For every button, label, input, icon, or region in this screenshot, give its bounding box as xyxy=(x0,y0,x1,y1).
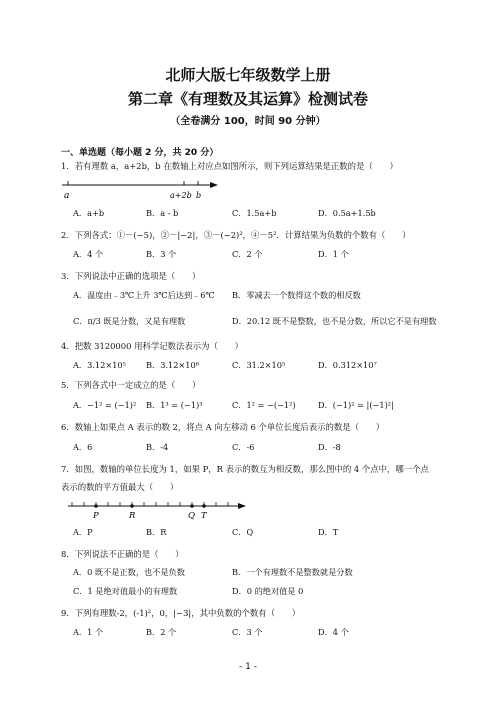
q2-stem: 2．下列各式：①－(−5)，②－|−2|，③－(−2)²，④－5²．计算结果为负数的个数有（ ） xyxy=(61,230,411,240)
page-number: - 1 - xyxy=(239,662,257,672)
q3-stem: 3．下列说法中正确的选项是（ ） xyxy=(61,271,201,281)
q2-option-b[interactable]: B．3 个 xyxy=(146,249,177,259)
q5-option-b[interactable]: B．1³ = (−1)³ xyxy=(146,400,203,410)
q7-stem-line1: 7．如图，数轴的单位长度为 1，如果 P，R 表示的数互为相反数，那么图中的 4 个点中，哪一个点 xyxy=(61,464,429,474)
doc-note: （全卷满分 100，时间 90 分钟） xyxy=(170,116,326,127)
q7-option-a[interactable]: A．P xyxy=(73,527,93,537)
q2-option-d[interactable]: D．1 个 xyxy=(318,249,349,259)
q3-option-a[interactable]: A．温度由﹣3℃上升 3℃后达到﹣6℃ xyxy=(73,290,215,300)
q6-option-a[interactable]: A．6 xyxy=(73,442,93,452)
section-title: 一、单选题（每小题 2 分，共 20 分） xyxy=(61,148,219,158)
q7-stem-line2: 表示的数的平方值最大（ ） xyxy=(61,482,179,492)
q9-option-d[interactable]: D．4 个 xyxy=(318,627,349,637)
q1-stem: 1．若有理数 a，a+2b，b 在数轴上对应点如图所示，则下列运算结果是正数的是（ ） xyxy=(61,161,398,171)
q7-axis-label-t: T xyxy=(201,511,207,521)
q5-option-c[interactable]: C．1² = −(−1²) xyxy=(232,400,296,410)
q9-option-a[interactable]: A．1 个 xyxy=(73,627,104,637)
doc-title: 北师大版七年级数学上册 xyxy=(165,66,331,84)
doc-subtitle: 第二章《有理数及其运算》检测试卷 xyxy=(127,90,368,108)
q1-option-d[interactable]: D．0.5a+1.5b xyxy=(318,208,376,218)
q6-stem: 6．数轴上如果点 A 表示的数 2，将点 A 向左移动 6 个单位长度后表示的数是（ ） xyxy=(61,422,385,432)
q7-axis-label-p: P xyxy=(93,511,99,521)
q5-option-a[interactable]: A．−1² = (−1)² xyxy=(73,400,137,410)
q4-option-d[interactable]: D．0.312×10⁷ xyxy=(318,360,377,370)
q9-stem: 9．下列有理数-2，(-1)²，0，|−3|，其中负数的个数有（ ） xyxy=(61,608,301,618)
q1-option-b[interactable]: B．a - b xyxy=(146,208,179,218)
q4-stem: 4．把数 3120000 用科学记数法表示为（ ） xyxy=(61,341,243,351)
q1-axis-label-a: a xyxy=(64,191,70,201)
q4-option-b[interactable]: B．3.12×10⁶ xyxy=(146,360,199,370)
q2-option-c[interactable]: C．2 个 xyxy=(232,249,263,259)
q6-option-d[interactable]: D．-8 xyxy=(318,442,341,452)
q3-option-d[interactable]: D．20.12 既不是整数，也不是分数，所以它不是有理数 xyxy=(232,316,437,326)
q2-option-a[interactable]: A．4 个 xyxy=(73,249,104,259)
q8-stem: 8．下列说法不正确的是（ ） xyxy=(61,549,184,559)
q3-option-c[interactable]: C．π/3 既是分数，又是有理数 xyxy=(73,316,186,326)
q8-option-b[interactable]: B．一个有理数不是整数就是分数 xyxy=(232,567,353,577)
q4-option-c[interactable]: C．31.2×10⁵ xyxy=(232,360,286,370)
q6-option-c[interactable]: C．-6 xyxy=(232,442,255,452)
q1-number-line xyxy=(60,178,220,204)
q7-option-d[interactable]: D．T xyxy=(318,527,339,537)
q8-option-c[interactable]: C．1 是绝对值最小的有理数 xyxy=(73,586,178,596)
q7-number-line xyxy=(68,500,248,524)
q1-axis-label-a2b: a+2b xyxy=(170,191,192,200)
q4-option-a[interactable]: A．3.12×10⁵ xyxy=(73,360,126,370)
q8-option-d[interactable]: D．0 的绝对值是 0 xyxy=(232,586,304,596)
q5-option-d[interactable]: D．(−1)² = |(−1)²| xyxy=(318,400,394,410)
q3-option-b[interactable]: B．零减去一个数得这个数的相反数 xyxy=(232,290,361,300)
q8-option-a[interactable]: A．0 既不是正数，也不是负数 xyxy=(73,567,185,577)
q7-axis-label-r: R xyxy=(129,511,136,521)
q5-stem: 5．下列各式中一定成立的是（ ） xyxy=(61,380,201,390)
q1-axis-label-b: b xyxy=(196,191,202,200)
q7-option-b[interactable]: B．R xyxy=(146,527,167,537)
q1-option-c[interactable]: C．1.5a+b xyxy=(232,208,277,218)
q9-option-b[interactable]: B．2 个 xyxy=(146,627,177,637)
q6-option-b[interactable]: B．-4 xyxy=(146,442,169,452)
q7-axis-label-q: Q xyxy=(188,511,195,521)
q9-option-c[interactable]: C．3 个 xyxy=(232,627,263,637)
q7-option-c[interactable]: C．Q xyxy=(232,527,254,537)
q1-option-a[interactable]: A．a+b xyxy=(73,208,105,218)
